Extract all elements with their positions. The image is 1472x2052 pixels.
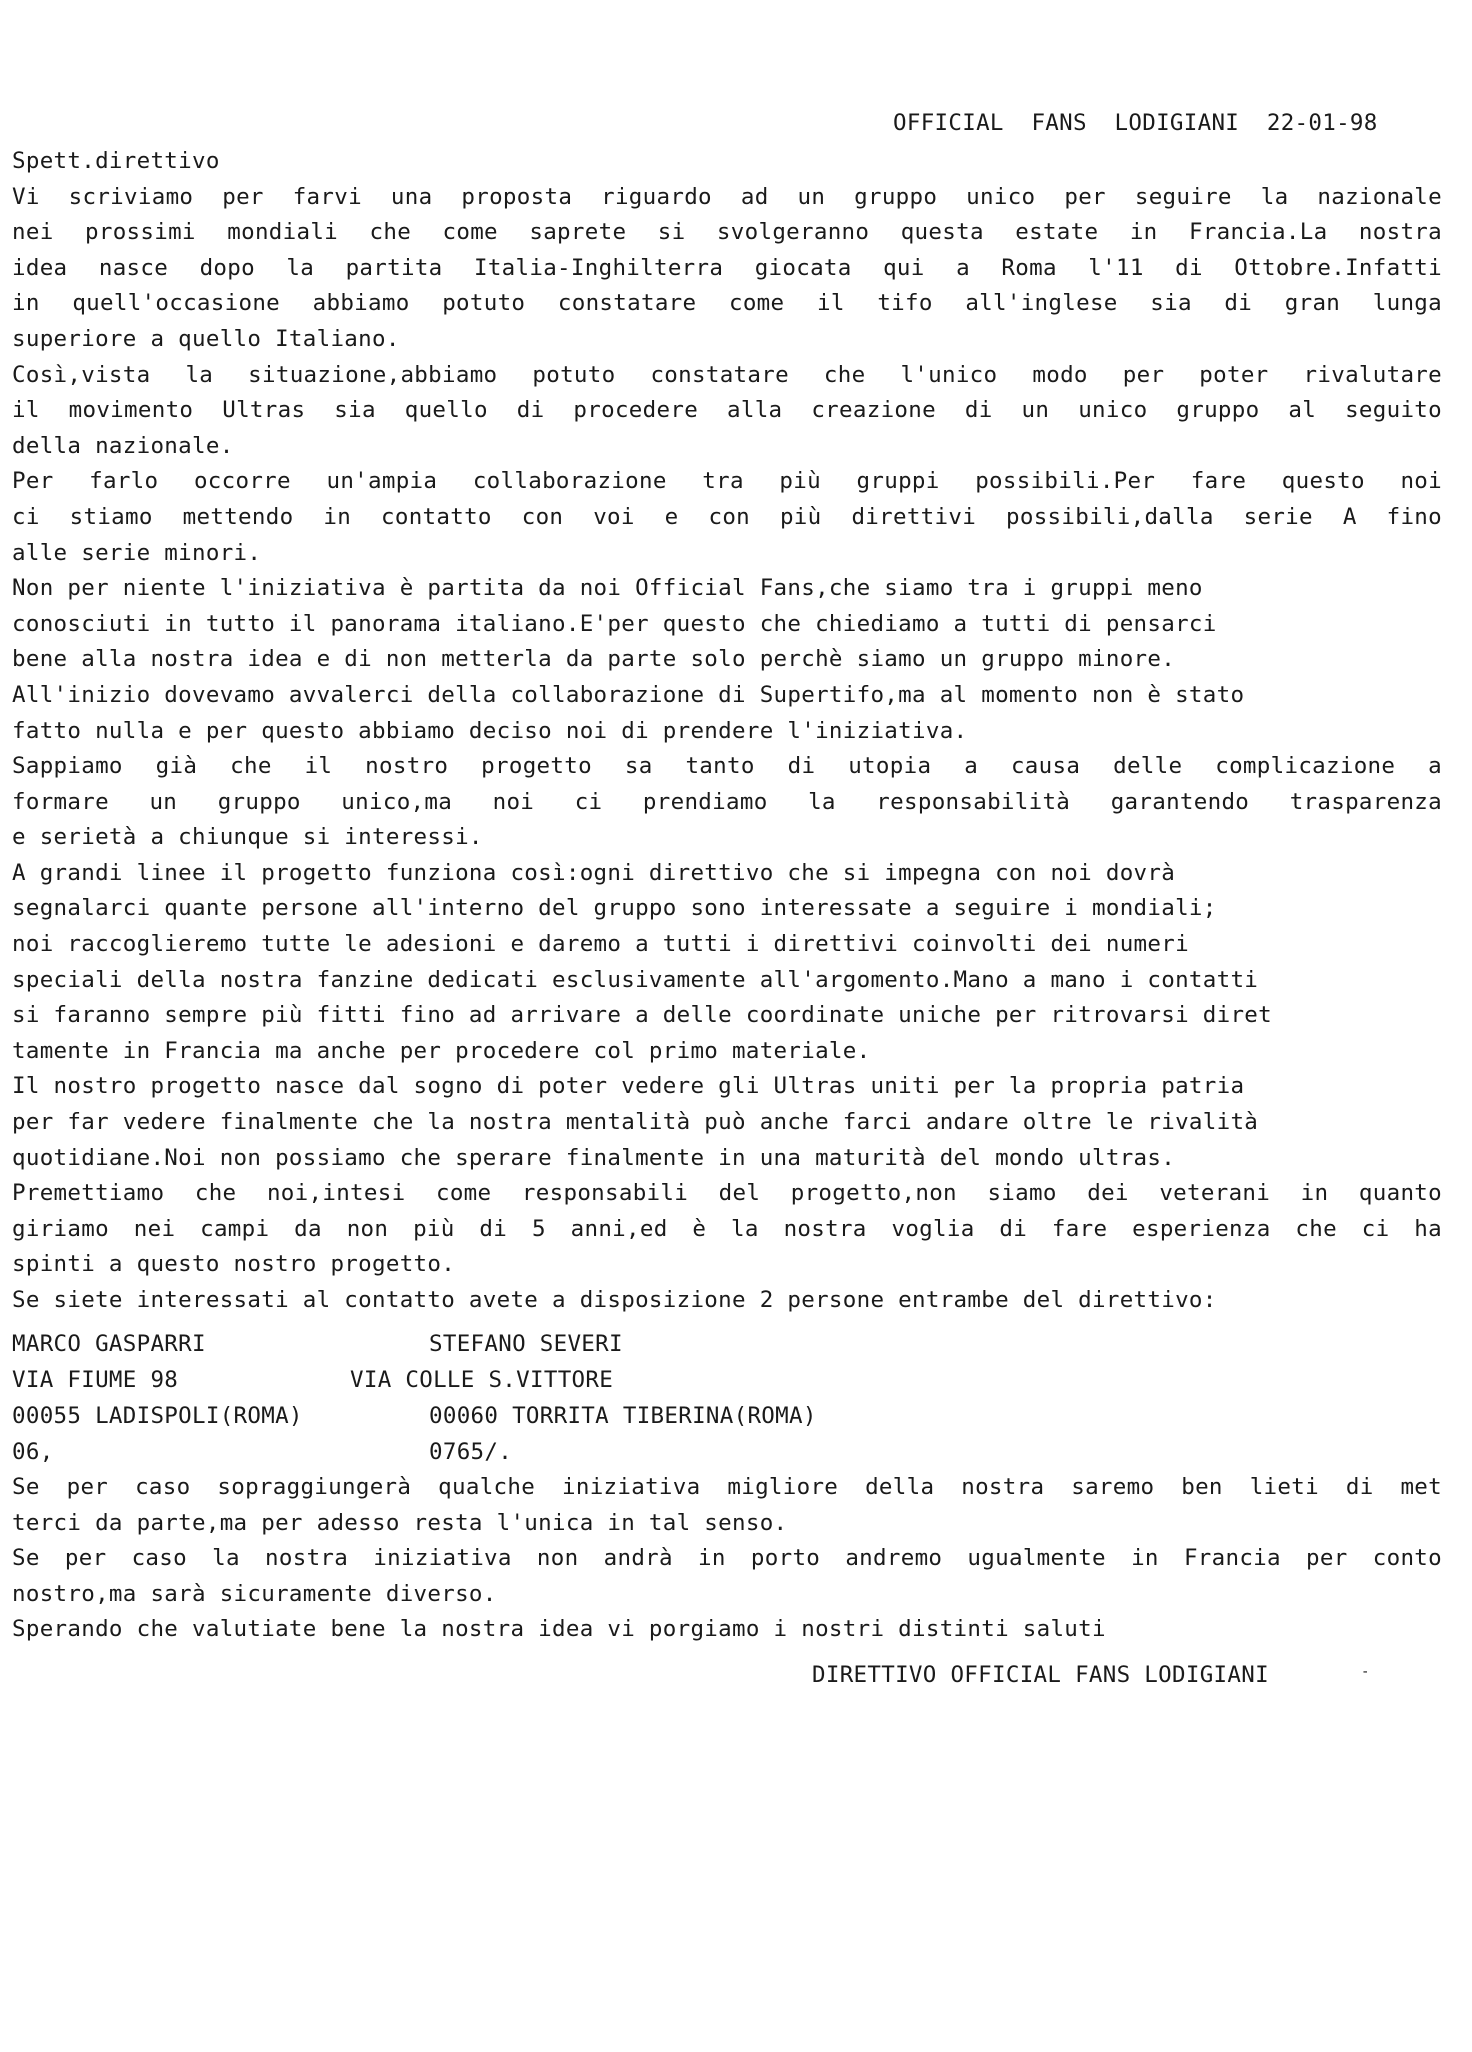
text-line: tamente in Francia ma anche per procedere col primo materiale. [12, 1037, 871, 1064]
text-line: Sappiamo già che il nostro progetto sa tanto di utopia a causa delle complicazione a [12, 753, 1442, 780]
text-line: Non per niente l'iniziativa è partita da noi Official Fans,che siamo tra i gruppi meno [12, 575, 1203, 602]
text-line: Se siete interessati al contatto avete a disposizione 2 persone entrambe del direttivo: [12, 1287, 1217, 1313]
text-line: spinti a questo nostro progetto. [12, 1251, 456, 1278]
signature: DIRETTIVO OFFICIAL FANS LODIGIANI [812, 1662, 1269, 1688]
text-line: Premettiamo che noi,intesi come responsabili del progetto,non siamo dei veterani in quanto [12, 1180, 1442, 1207]
text-line: idea nasce dopo la partita Italia-Inghilterra giocata qui a Roma l'11 di Ottobre.Infatti [12, 254, 1442, 281]
text-line: e serietà a chiunque si interessi. [12, 824, 483, 851]
contact-right: 0765/. [429, 1439, 513, 1465]
text-line: A grandi linee il progetto funziona così:ogni direttivo che si impegna con noi dovrà [12, 859, 1176, 886]
text-line: il movimento Ultras sia quello di procedere alla creazione di un unico gruppo al seguito [12, 397, 1442, 424]
text-line: Così,vista la situazione,abbiamo potuto constatare che l'unico modo per poter rivalutare [12, 361, 1442, 388]
contact-left: 06, [12, 1439, 54, 1465]
letter-body [12, 144, 1442, 1319]
contact-row [12, 1434, 912, 1470]
text-line: quotidiane.Noi non possiamo che sperare finalmente in una maturità del mondo ultras. [12, 1144, 1176, 1171]
text-line: alle serie minori. [12, 539, 262, 566]
text-line: per far vedere finalmente che la nostra mentalità può anche farci andare oltre le rivalità [12, 1109, 1259, 1136]
contact-row [12, 1362, 912, 1398]
contact-left: VIA FIUME 98 [12, 1367, 179, 1393]
contact-left: MARCO GASPARRI [12, 1331, 206, 1357]
text-line: Vi scriviamo per farvi una proposta riguardo ad un gruppo unico per seguire la nazionale [12, 183, 1442, 210]
text-line: superiore a quello Italiano. [12, 325, 400, 352]
closing-line: Se per caso la nostra iniziativa non andrà in porto andremo ugualmente in Francia per conto [12, 1545, 1442, 1572]
letter-closing [12, 1470, 1442, 1648]
stray-mark: - [1361, 1664, 1370, 1680]
text-line: conosciuti in tutto il panorama italiano.E'per questo che chiediamo a tutti di pensarci [12, 610, 1217, 637]
contact-left: 00055 LADISPOLI(ROMA) [12, 1403, 303, 1429]
text-line: della nazionale. [12, 432, 234, 459]
contact-right: 00060 TORRITA TIBERINA(ROMA) [429, 1403, 817, 1429]
closing-line: Se per caso sopraggiungerà qualche iniziativa migliore della nostra saremo ben lieti di met [12, 1474, 1442, 1500]
contact-block [12, 1326, 912, 1470]
contact-row [12, 1398, 912, 1434]
text-line: fatto nulla e per questo abbiamo deciso noi di prendere l'iniziativa. [12, 717, 968, 744]
text-line: Per farlo occorre un'ampia collaborazione tra più gruppi possibili.Per fare questo noi [12, 468, 1442, 495]
text-line: ci stiamo mettendo in contatto con voi e con più direttivi possibili,dalla serie A fino [12, 503, 1442, 530]
text-line: formare un gruppo unico,ma noi ci prendiamo la responsabilità garantendo trasparenza [12, 788, 1442, 815]
text-line: Il nostro progetto nasce dal sogno di poter vedere gli Ultras uniti per la propria patria [12, 1073, 1245, 1100]
text-line: All'inizio dovevamo avvalerci della collaborazione di Supertifo,ma al momento non è stato [12, 681, 1245, 708]
text-line: speciali della nostra fanzine dedicati esclusivamente all'argomento.Mano a mano i contatti [12, 966, 1259, 993]
closing-line: nostro,ma sarà sicuramente diverso. [12, 1580, 497, 1607]
text-line: noi raccoglieremo tutte le adesioni e daremo a tutti i direttivi coinvolti dei numeri [12, 931, 1189, 958]
text-line: bene alla nostra idea e di non metterla da parte solo perchè siamo un gruppo minore. [12, 646, 1176, 673]
text-line: nei prossimi mondiali che come saprete si svolgeranno questa estate in Francia.La nostra [12, 219, 1442, 246]
text-line: segnalarci quante persone all'interno del gruppo sono interessate a seguire i mondiali; [12, 895, 1217, 922]
text-line: in quell'occasione abbiamo potuto constatare come il tifo all'inglese sia di gran lunga [12, 290, 1442, 317]
closing-line: Sperando che valutiate bene la nostra idea vi porgiamo i nostri distinti saluti [12, 1616, 1106, 1643]
contact-right: VIA COLLE S.VITTORE [350, 1367, 614, 1393]
text-line: giriamo nei campi da non più di 5 anni,ed è la nostra voglia di fare esperienza che ci ha [12, 1215, 1442, 1242]
letter-header: OFFICIAL FANS LODIGIANI 22-01-98 [893, 110, 1378, 136]
contact-right: STEFANO SEVERI [429, 1331, 623, 1357]
closing-line: terci da parte,ma per adesso resta l'unica in tal senso. [12, 1509, 788, 1536]
text-line: si faranno sempre più fitti fino ad arrivare a delle coordinate uniche per ritrovarsi diret [12, 1002, 1272, 1029]
contact-row [12, 1326, 912, 1362]
text-line: Spett.direttivo [12, 148, 220, 174]
